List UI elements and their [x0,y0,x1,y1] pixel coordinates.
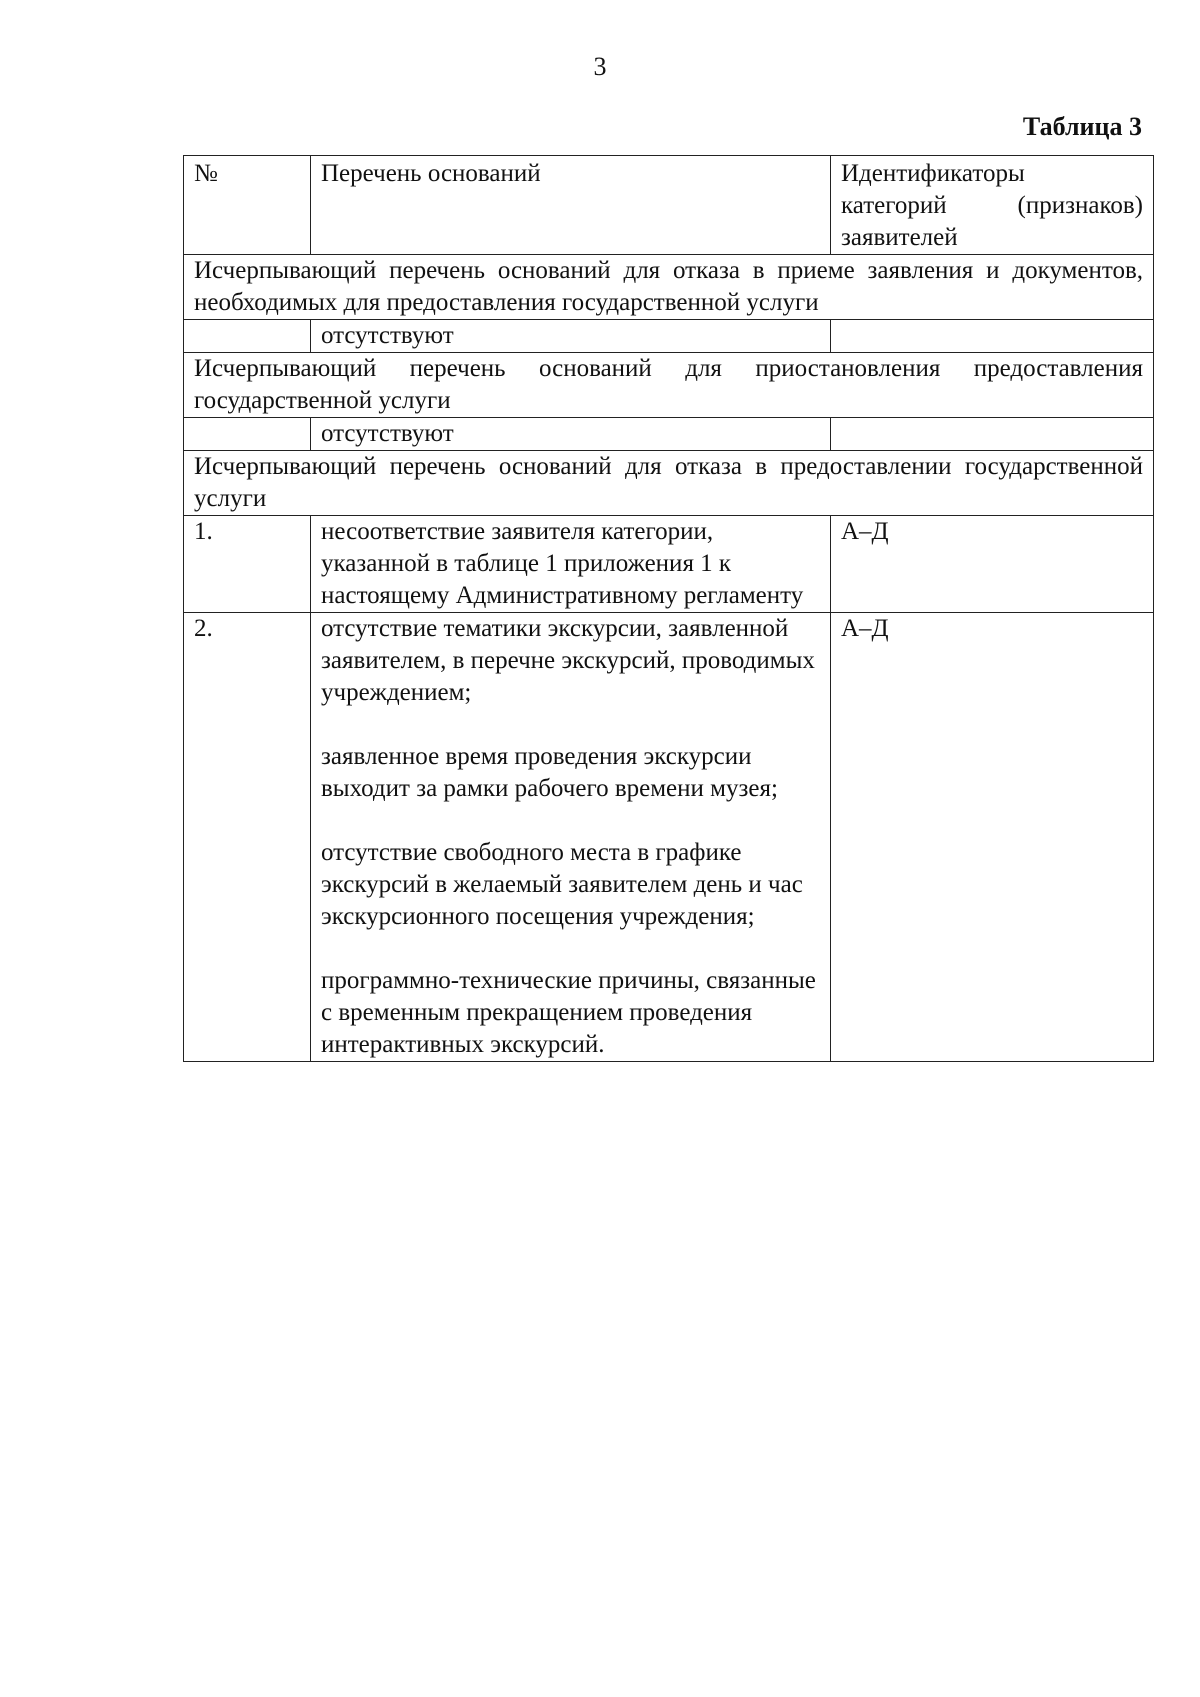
header-num: № [184,156,311,255]
header-identifiers-line-3: заявителей [841,224,958,251]
row-text [311,613,831,1062]
table-row [184,418,1154,451]
section-row [184,353,1154,418]
row-text [311,516,831,613]
page-number: 3 [593,52,607,81]
header-identifiers-line-2: категорий (признаков) [841,192,1143,219]
row-num [184,418,311,451]
header-identifiers [831,156,1154,255]
header-grounds: Перечень оснований [311,156,831,255]
row-num [184,320,311,353]
table-header-row [184,156,1154,255]
section-title: Исчерпывающий перечень оснований для приостановления предоставления государственной услуги [184,353,1154,418]
header-identifiers-line-1: Идентификаторы [841,160,1025,187]
row-paragraph: заявленное время проведения экскурсии выходит за рамки рабочего времени музея; [321,743,778,802]
table-row [184,320,1154,353]
table-caption: Таблица 3 [1022,112,1142,141]
table-row [184,516,1154,613]
row-ids: А–Д [831,516,1154,613]
table-row [184,613,1154,1062]
section-row [184,255,1154,320]
section-title: Исчерпывающий перечень оснований для отказа в предоставлении государственной услуги [184,451,1154,516]
section-title: Исчерпывающий перечень оснований для отказа в приеме заявления и документов, необходимых для предоставления государственной услуги [184,255,1154,320]
row-paragraph: программно-технические причины, связанные с временным прекращением проведения интерактивных экскурсий. [321,967,816,1058]
row-text: отсутствуют [311,418,831,451]
row-paragraph: несоответствие заявителя категории, указанной в таблице 1 приложения 1 к настоящему Административному регламенту [321,518,804,609]
grounds-table [183,155,1154,1062]
row-ids [831,418,1154,451]
row-paragraph: отсутствие свободного места в графике экскурсий в желаемый заявителем день и час экскурсионного посещения учреждения; [321,839,803,930]
row-num: 1. [184,516,311,613]
row-ids [831,320,1154,353]
row-text: отсутствуют [311,320,831,353]
section-row [184,451,1154,516]
row-num: 2. [184,613,311,1062]
row-paragraph: отсутствие тематики экскурсии, заявленной заявителем, в перечне экскурсий, проводимых учреждением; [321,615,815,706]
row-ids: А–Д [831,613,1154,1062]
